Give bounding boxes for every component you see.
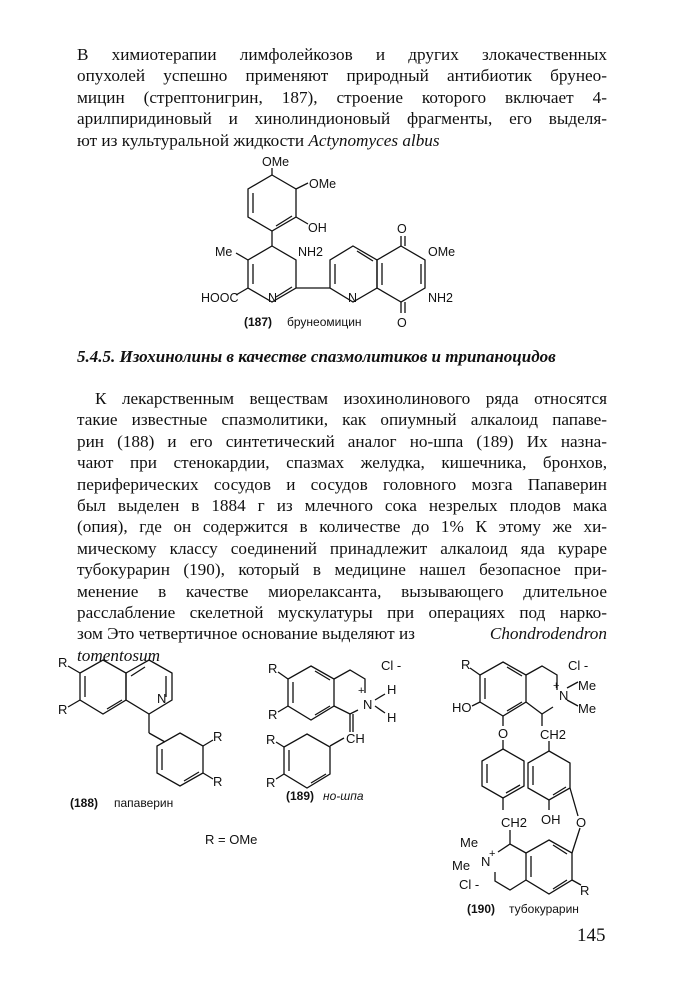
atom-label: OMe <box>428 245 456 259</box>
atom-label: Me <box>578 701 597 716</box>
compound-name: брунеомицин <box>287 315 362 329</box>
bond <box>570 788 578 816</box>
compound-number: (187) <box>244 315 273 329</box>
text-line: такие известные спазмолитики, как опиумный алкалоид папаве- <box>77 410 607 430</box>
atom-label: + <box>553 680 560 692</box>
compound-number: (190) <box>467 902 496 916</box>
text-line: арилпиридиновый и хинолиндионовый фрагменты, его выделя- <box>77 109 607 129</box>
text-line: рин (188) и его синтетический аналог но-шпа (189) Их назна- <box>77 431 607 451</box>
organism-name: Chondrodendron <box>489 624 607 644</box>
atom-label: R <box>58 655 68 670</box>
atom-label: NH2 <box>298 245 324 259</box>
text-line: был выделен в 1884 г из млечного сока незрелых плодов мака <box>77 495 607 515</box>
bond <box>498 844 526 853</box>
bond <box>149 733 165 742</box>
text-line: мическому классу соединений принадлежит алкалоид яда кураре <box>77 538 607 558</box>
atom-label: N <box>559 688 569 703</box>
atom-label: Cl - <box>459 877 480 892</box>
atom-label: R <box>213 729 223 744</box>
bond <box>567 682 578 688</box>
atom-label: N <box>268 291 278 305</box>
bond <box>278 672 288 679</box>
atom-label: NH2 <box>428 291 454 305</box>
bond <box>375 694 385 700</box>
atom-label: N <box>348 291 358 305</box>
text-line: периферических сосудов и сосудов головного мозга Папаверин <box>77 474 607 494</box>
bond <box>330 738 344 746</box>
bond <box>470 668 480 675</box>
atom-label: O <box>498 726 509 741</box>
text-fragment: зом Это четвертичное основание выделяют из <box>77 624 415 644</box>
bond <box>68 666 80 673</box>
bond <box>567 700 578 706</box>
bond <box>528 751 570 800</box>
atom-label: OH <box>308 221 327 235</box>
bond <box>495 872 526 890</box>
atom-label: Me <box>452 858 471 873</box>
bond <box>80 660 126 714</box>
page-number: 145 <box>577 925 606 946</box>
text-line: менение в качестве миорелаксанта, вызывающего длительное <box>77 581 607 601</box>
bond <box>284 734 330 788</box>
bond <box>276 774 284 779</box>
atom-label: R <box>268 707 278 722</box>
bond <box>482 749 524 798</box>
atom-label: R <box>580 883 590 898</box>
bond <box>288 666 334 720</box>
text-line: (опия), где он содержится в количестве до 1% К этому же хи- <box>77 517 607 537</box>
atom-label: R <box>213 774 223 789</box>
bond <box>68 700 80 707</box>
compound-number: (188) <box>70 796 99 810</box>
atom-label: HOOC <box>201 291 239 305</box>
text-line: тубокурарин (190), который в медицине нашел безопасное при- <box>77 560 607 580</box>
bond <box>334 706 358 714</box>
atom-label: N <box>481 854 491 869</box>
bond <box>526 702 553 714</box>
atom-label: Me <box>578 678 597 693</box>
atom-label: O <box>397 316 407 330</box>
bond <box>203 740 213 746</box>
atom-label: + <box>489 848 496 860</box>
text-line: В химиотерапии лимфолейкозов и других злокачественных <box>77 45 607 64</box>
atom-label: Cl - <box>568 658 589 673</box>
bond <box>472 702 480 706</box>
atom-label: R <box>266 775 276 790</box>
atom-label: OMe <box>309 177 337 191</box>
text-line: чают при стенокардии, спазмах желудка, кишечника, бронхов, <box>77 453 607 473</box>
text-line: К лекарственным веществам изохинолинового ряда относятся <box>95 389 607 408</box>
atom-label: OH <box>541 812 561 827</box>
atom-label: O <box>397 222 407 236</box>
atom-label: O <box>576 815 587 830</box>
text-line: опухолей успешно применяют природный антибиотик брунео- <box>77 66 607 86</box>
structure-189-no-shpa <box>266 658 401 803</box>
bond <box>375 706 385 713</box>
bond <box>203 773 213 779</box>
bond <box>480 662 526 716</box>
atom-label: R <box>461 657 471 672</box>
atom-label: Cl - <box>381 658 402 673</box>
structure-190-tubocurarine <box>452 657 596 916</box>
atom-label: R <box>266 732 276 747</box>
bond <box>572 828 580 853</box>
atom-label: N <box>157 691 167 706</box>
atom-label: R <box>268 661 278 676</box>
section-heading: 5.4.5. Изохинолины в качестве спазмолитиков и трипаноцидов <box>77 347 556 366</box>
atom-label: H <box>387 710 397 725</box>
organism-name: tomentosum <box>77 645 161 665</box>
atom-label: + <box>358 685 365 697</box>
bond <box>526 840 572 894</box>
text-fragment: ют из культуральной жидкости <box>77 130 309 150</box>
r-definition: R = OMe <box>205 832 258 847</box>
atom-label: OMe <box>262 155 290 169</box>
atom-label: CH <box>346 731 365 746</box>
bond <box>278 706 288 712</box>
compound-name: но-шпа <box>323 789 364 803</box>
bond <box>276 742 284 747</box>
atom-label: Me <box>460 835 479 850</box>
atom-label: R <box>58 702 68 717</box>
atom-label: H <box>387 682 397 697</box>
compound-number: (189) <box>286 789 315 803</box>
structure-188-papaverine <box>58 655 222 810</box>
compound-name: папаверин <box>114 796 174 810</box>
atom-label: HO <box>452 700 472 715</box>
organism-name: Actynomyces albus <box>308 130 440 150</box>
atom-label: CH2 <box>501 815 528 830</box>
atom-label: Me <box>215 245 233 259</box>
text-line: мицин (стрептонигрин, 187), строение которого включает 4- <box>77 87 607 107</box>
atom-label: CH2 <box>540 727 567 742</box>
atom-label: N <box>363 697 373 712</box>
compound-name: тубокурарин <box>509 902 579 916</box>
text-line: расслабление скелетной мускулатуры при операциях под нарко- <box>77 602 607 622</box>
